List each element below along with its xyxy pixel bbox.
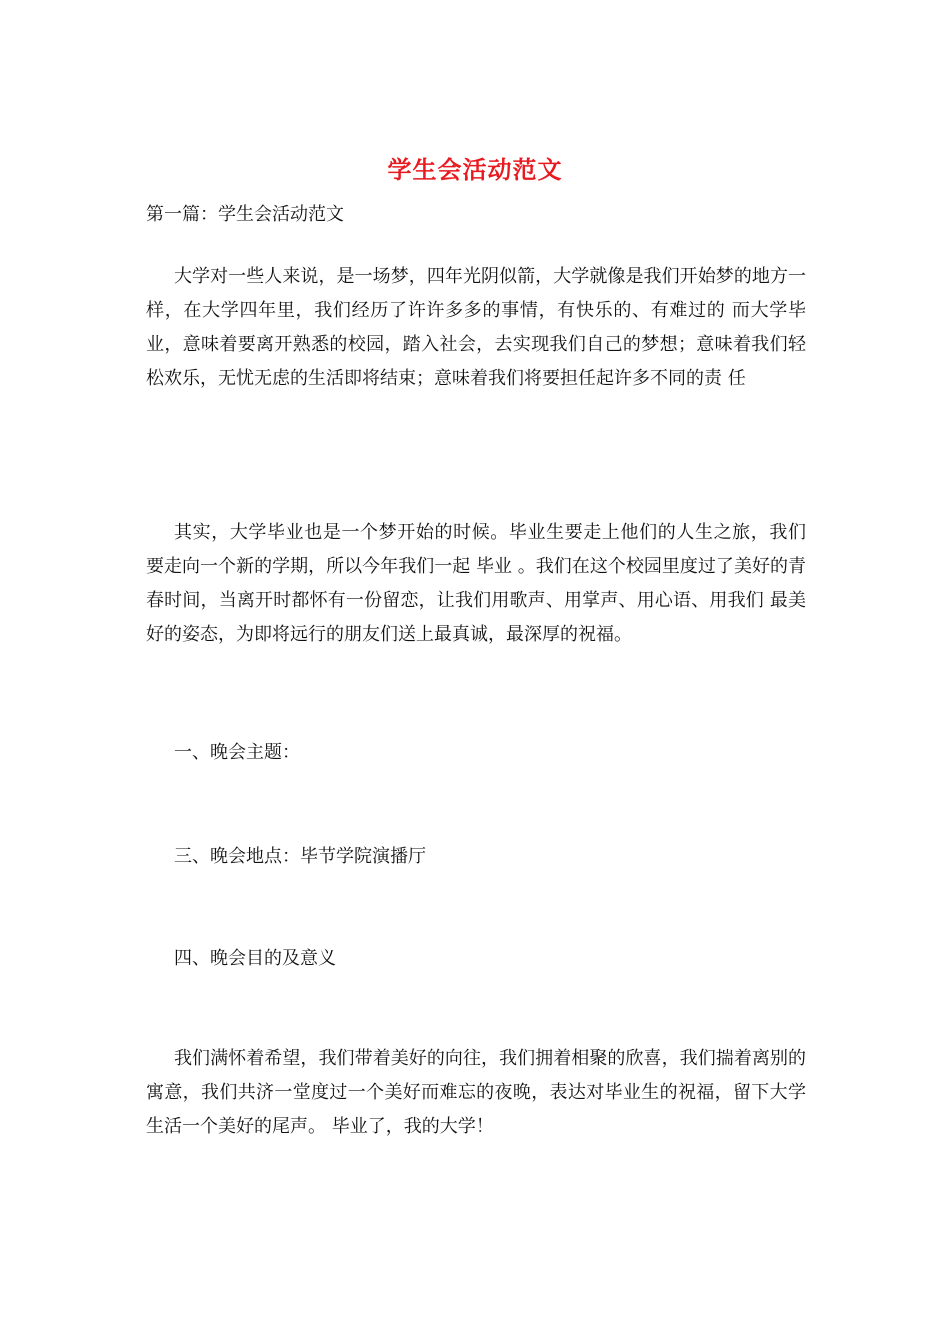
- section-heading-location: 三、晚会地点：毕节学院演播厅: [174, 846, 426, 867]
- paragraph-purpose: 我们满怀着希望，我们带着美好的向往，我们拥着相聚的欣喜，我们揣着离别的寓意，我们共济一堂度过一个美好而难忘的夜晚，表达对毕业生的祝福，留下大学生活一个美好的尾声。 毕业了，我的大学！: [146, 1048, 806, 1137]
- section-heading-purpose: 四、晚会目的及意义: [174, 948, 336, 969]
- paragraph-graduation: 其实，大学毕业也是一个梦开始的时候。毕业生要走上他们的人生之旅，我们 要走向一个新的学期，所以今年我们一起 毕业 。我们在这个校园里度过了美好的青春时间，当离开时都怀有一份留恋，让我们用歌声、用掌声、用心语、用我们 最美好的姿态，为即将远行的朋友们送上最真诚，最深厚的祝福。: [146, 522, 806, 645]
- section-heading-theme: 一、晚会主题：: [174, 742, 300, 763]
- document-subtitle: 第一篇：学生会活动范文: [146, 204, 344, 225]
- paragraph-intro: 大学对一些人来说，是一场梦，四年光阴似箭，大学就像是我们开始梦的地方一样，在大学四年里，我们经历了许许多多的事情，有快乐的、有难过的 而大学毕业，意味着要离开熟悉的校园，踏入社会，去实现我们自己的梦想；意味着我们轻松欢乐，无忧无虑的生活即将结束；意味着我们将要担任起许多不同的责 任: [146, 266, 806, 389]
- document-title: 学生会活动范文: [387, 155, 563, 184]
